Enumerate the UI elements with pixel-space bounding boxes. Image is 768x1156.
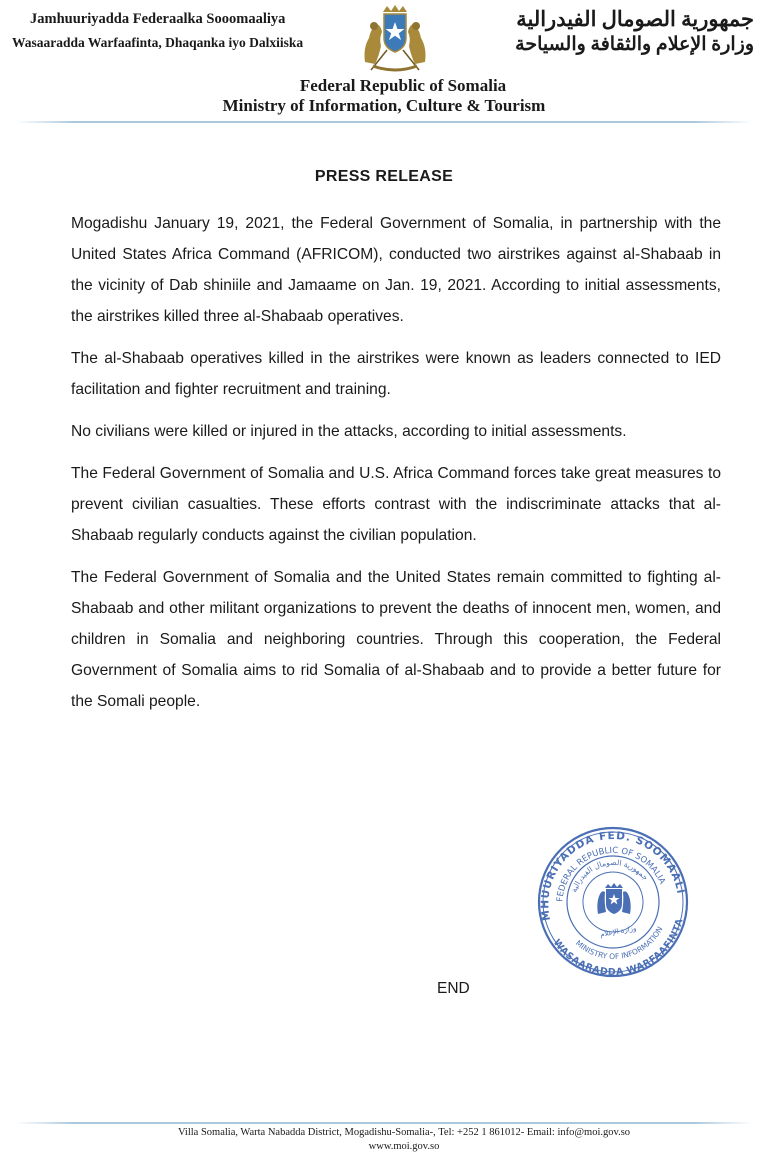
official-stamp [528,822,698,982]
footer-address: Villa Somalia, Warta Nabadda District, Mogadishu-Somalia-, Tel: +252 1 861012- Email: info@moi.gov.so [177,1127,631,1138]
stamp-lower-inner-text: MINISTRY OF INFORMATION [573,924,665,962]
header-arabic-line1: جمهورية الصومال الفيدرالية [516,7,754,31]
paragraph: The al-Shabaab operatives killed in the airstrikes were known as leaders connected to IED facilitation and fighter recruitment and training. [71,350,721,398]
stamp-lower-outer-text: WASAARADDA WARFAAFINTA [550,917,686,979]
paragraph: No civilians were killed or injured in the attacks, according to initial assessments. [71,423,627,440]
stamp-arabic-text: جمهورية الصومال الفيدرالية [569,857,651,894]
header-somali-line1: Jamhuuriyadda Federaalka Sooomaaliya [30,11,286,27]
footer [0,1126,768,1154]
somalia-coat-of-arms-icon [357,4,433,74]
paragraph: Mogadishu January 19, 2021, the Federal Government of Somalia, in partnership with the United States Africa Command (AFRICOM), conducted two airstrikes against al-Shabaab in the vicinity of Dab shiniile and Jamaame on Jan. 19, 2021. According to initial assessments, the airstrikes killed three al-Shabaab operatives. [71,215,721,325]
header-arabic-line2: وزارة الإعلام والثقافة والسياحة [515,34,754,55]
header-divider [16,121,752,123]
header-arabic [434,6,754,58]
end-marker: END [437,980,470,997]
footer-website: www.moi.gov.so [368,1141,440,1152]
header-somali [12,10,342,53]
header-english-line1: Federal Republic of Somalia [299,76,507,95]
header-english-line2: Ministry of Information, Culture & Tourism [222,96,546,115]
header-somali-line2: Wasaaradda Warfaafinta, Dhaqanka iyo Dalxiiska [12,35,304,50]
stamp-outer-text: JAMHUURIYADDA FED. SOOMAALIYA [539,829,687,922]
document-title: PRESS RELEASE [314,168,454,185]
stamp-lower-arabic-text: وزارة الإعلام [599,924,637,939]
press-release-body [71,208,721,728]
stamp-emblem-icon [597,883,630,914]
paragraph: The Federal Government of Somalia and U.S. Africa Command forces take great measures to prevent civilian casualties. These efforts contrast with the indiscriminate attacks that al-Shabaab regularly conducts against the civilian population. [71,465,721,544]
footer-divider [16,1122,752,1124]
svg-text:WASAARADDA WARFAAFINTA [550,915,694,982]
paragraph: The Federal Government of Somalia and the United States remain committed to fighting al-Shabaab and other militant organizations to prevent the deaths of innocent men, women, and children in Somalia and neighboring countries. Through this cooperation, the Federal Government of Somalia aims to rid Somalia of al-Shabaab and to provide a better future for the Somali people. [71,569,721,710]
header-english [0,76,768,116]
stamp-inner-text: FEDERAL REPUBLIC OF SOMALIA [555,845,667,903]
